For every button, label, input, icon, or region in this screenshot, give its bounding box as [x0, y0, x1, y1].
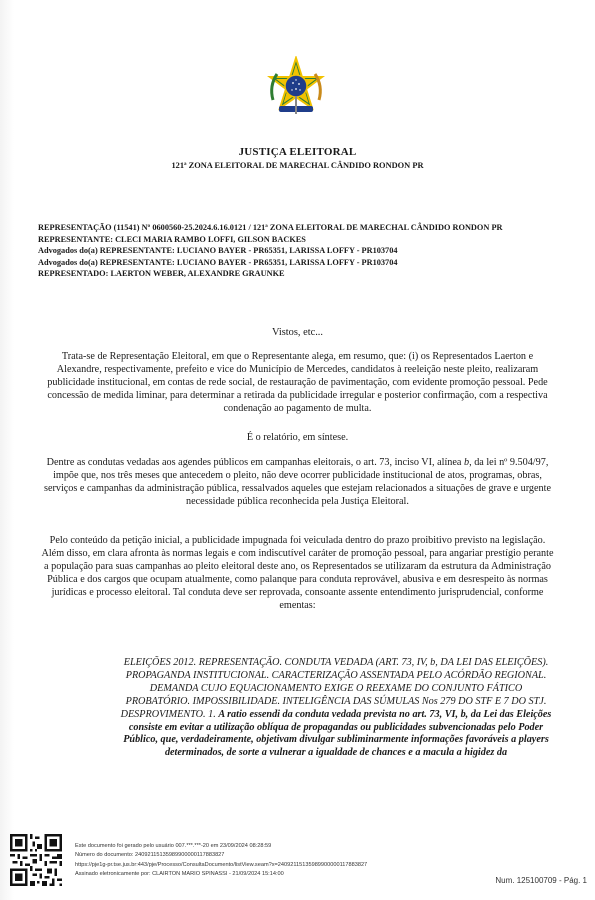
case-caption [38, 222, 558, 280]
paragraph-sintese: É o relatório, em síntese. [246, 432, 349, 443]
paragraph-condutas-vedadas [40, 457, 555, 509]
electoral-zone: 121ª ZONA ELEITORAL DE MARECHAL CÂNDIDO RONDON PR [171, 161, 424, 170]
advogados-line: Advogados do(a) REPRESENTANTE: LUCIANO BAYER - PR65351, LARISSA LOFFY - PR103704 [38, 257, 398, 267]
quote-text: ELEIÇÕES 2012. REPRESENTAÇÃO. CONDUTA VEDADA (ART. 73, IV, b, DA LEI DAS ELEIÇÕES). PROPAGANDA INSTITUCIONAL. CARACTERIZAÇÃO ASSENTADA PELO ACÓRDÃO REGIONAL. DEMANDA CUJO EQUACIONAMENTO EXIGE O REEXAME DO CONJUNTO FÁTICO PROBATÓRIO. IMPOSSIBILIDADE. INTELIGÊNCIA DAS SÚMULAS Nos 279 DO STF E 7 DO STJ. DESPROVIMENTO. 1. [120, 657, 549, 720]
page-number: Num. 125100709 - Pág. 1 [495, 876, 587, 885]
advogados-line: Advogados do(a) REPRESENTANTE: LUCIANO BAYER - PR65351, LARISSA LOFFY - PR103704 [38, 246, 398, 256]
paragraph-text: Dentre as condutas vedadas aos agendes públicos em campanhas eleitorais, o art. 73, inciso VI, alínea [46, 457, 464, 468]
signature-line: Assinado eletronicamente por: CLAIRTON MARIO SPINASSI - 21/09/2024 15:14:00 [75, 870, 284, 877]
generated-by-line: Este documento foi gerado pelo usuário 007.***.***-20 em 23/09/2024 08:28:59 [75, 843, 272, 849]
representados-line: REPRESENTADO: LAERTON WEBER, ALEXANDRE GRAUNKE [38, 269, 285, 279]
court-name: JUSTIÇA ELEITORAL [238, 146, 357, 158]
quote-text-bold: A ratio essendi da conduta vedada prevista no art. 73, VI, b, da Lei das Eleições consiste em evitar a utilização oblíqua de propagandas ou publicidades subvencionadas pelo Poder Público, que, verdadeiramente, objetivam divulgar subliminarmente informações favoráveis a players determinados, de sorte a vulnerar a igualdade de chances e a macula a higidez da [123, 708, 552, 759]
case-number-line: REPRESENTAÇÃO (11541) Nº 0600560-25.2024.6.16.0121 / 121ª ZONA ELEITORAL DE MARECHAL CÂNDIDO RONDON PR [38, 223, 503, 232]
document-footer [0, 830, 595, 900]
paragraph-relatorio: Trata-se de Representação Eleitoral, em que o Representante alega, em resumo, que: (i) os Representados Laerton e Alexandre, respectivamente, prefeito e vice do Município de Mercedes, candidatos à reeleição neste pleito, realizaram publicidade institucional, em contas de rede social, de restauração de pavimentação, com evidente promoção pessoal. Pede concessão de medida liminar, para determinar a retirada da publicidade irregular e posterior confirmação, com a respectiva condenação ao pagamento de multa. [47, 351, 548, 414]
vistos-heading: Vistos, etc... [271, 327, 324, 338]
paragraph-text-italic: b [464, 457, 470, 468]
representantes-line: REPRESENTANTE: CLECI MARIA RAMBO LOFFI, GILSON BACKES [38, 234, 306, 244]
paragraph-text: , da lei nº 9.504/97, impõe que, nos três meses que antecedem o pleito, não deve ocorrer publicidade institucional de atos, programas, obras, serviços e campanhas da administração pública, ressalvados aqueles que estejam relacionados a situações de grave e urgente necessidade pública reconhecida pela Justiça Eleitoral. [43, 457, 551, 507]
paragraph-fundamentacao: Pelo conteúdo da petição inicial, a publicidade impugnada foi veiculada dentro do prazo proibitivo previsto na legislação. Além disso, em clara afronta às normas legais e com indiscutível caráter de promoção pessoal, para angariar prestígio perante a população para suas campanhas ao pleito eleitoral deste ano, os Representados se utilizaram da estrutura da Administração Pública e dos cargos que ocupam atualmente, como palanque para conduta reprovável, abusiva e em desrespeito às normas jurídicas e processo eleitoral. Tal conduta deve ser reprovada, consoante assente entendimento jurisprudencial, conforme ementas: [41, 535, 554, 611]
document-number-line: Número do documento: 24092115135989900000117883827 [75, 852, 225, 859]
document-metadata [75, 842, 475, 879]
jurisprudence-quote [118, 657, 554, 760]
qr-code-icon[interactable] [10, 834, 62, 886]
coat-of-arms-icon [265, 56, 327, 118]
document-url-link[interactable]: https://pje1g-pr.tse.jus.br:443/pje/Processo/ConsultaDocumento/listView.seam?x=24092115135989900000117883827 [75, 861, 368, 868]
